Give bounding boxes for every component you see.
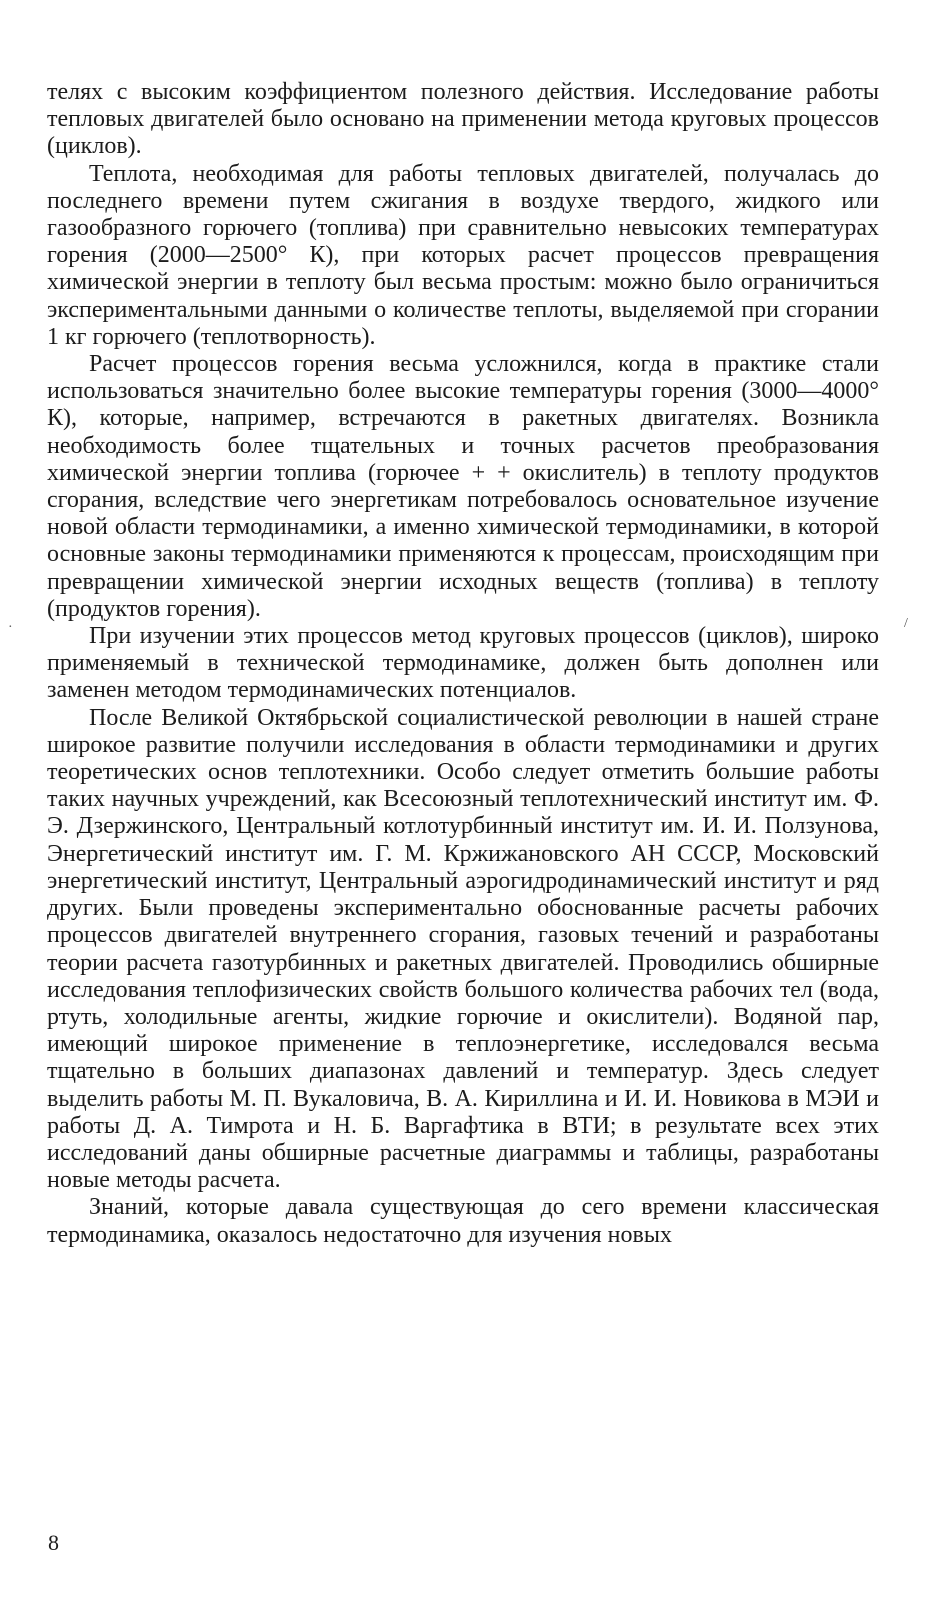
- paragraph-6: Знаний, которые давала существующая до сего времени классическая термодинамика, оказалось недостаточно для изучения новых: [47, 1194, 879, 1248]
- paragraph-1: телях с высоким коэффициентом полезного действия. Исследование работы тепловых двигателей было основано на применении метода круговых процессов (циклов).: [47, 79, 879, 160]
- paragraph-2: Теплота, необходимая для работы тепловых двигателей, получалась до последнего времени путем сжигания в воздухе твердого, жидкого или газообразного горючего (топлива) при сравнительно невысоких температурах горения (2000—2500° К), при которых расчет процессов превращения химической энергии в теплоту был весьма простым: можно было ограничиться экспериментальными данными о количестве теплоты, выделяемой при сгорании 1 кг горючего (теплотворность).: [47, 160, 879, 350]
- paragraph-5: После Великой Октябрьской социалистической революции в нашей стране широкое развитие получили исследования в области термодинамики и других теоретических основ теплотехники. Особо следует отметить большие работы таких научных учреждений, как Всесоюзный теплотехнический институт им. Ф. Э. Дзержинского, Центральный котлотурбинный институт им. И. И. Ползунова, Энергетический институт им. Г. М. Кржижановского АН СССР, Московский энергетический институт, Центральный аэрогидродинамический институт и ряд других. Были проведены экспериментально обоснованные расчеты рабочих процессов двигателей внутреннего сгорания, газовых течений и разработаны теории расчета газотурбинных и ракетных двигателей. Проводились обширные исследования теплофизических свойств большого количества рабочих тел (вода, ртуть, холодильные агенты, жидкие горючие и окислители). Водяной пар, имеющий широкое применение в теплоэнергетике, исследовался весьма тщательно в больших диапазонах давлений и температур. Здесь следует выделить работы М. П. Вукаловича, В. А. Кириллина и И. И. Новикова в МЭИ и работы Д. А. Тимрота и Н. Б. Варгафтика в ВТИ; в результате всех этих исследований даны обширные расчетные диаграммы и таблицы, разработаны новые методы расчета.: [47, 704, 879, 1194]
- paragraph-3: Расчет процессов горения весьма усложнился, когда в практике стали использоваться значительно более высокие температуры горения (3000—4000° К), которые, например, встречаются в ракетных двигателях. Возникла необходимость более тщательных и точных расчетов преобразования химической энергии топлива (горючее + + окислитель) в теплоту продуктов сгорания, вследствие чего энергетикам потребовалось основательное изучение новой области термодинамики, а именно химической термодинамики, в которой основные законы термодинамики применяются к процессам, происходящим при превращении химической энергии исходных веществ (топлива) в теплоту (продуктов горения).: [47, 351, 879, 622]
- margin-tick-right: /: [904, 616, 908, 631]
- margin-dot-left: ·: [8, 620, 13, 635]
- page-number: 8: [48, 1530, 59, 1555]
- paragraph-4: При изучении этих процессов метод круговых процессов (циклов), широко применяемый в технической термодинамике, должен быть дополнен или заменен методом термодинамических потенциалов.: [47, 623, 879, 704]
- page-text: [47, 79, 879, 1249]
